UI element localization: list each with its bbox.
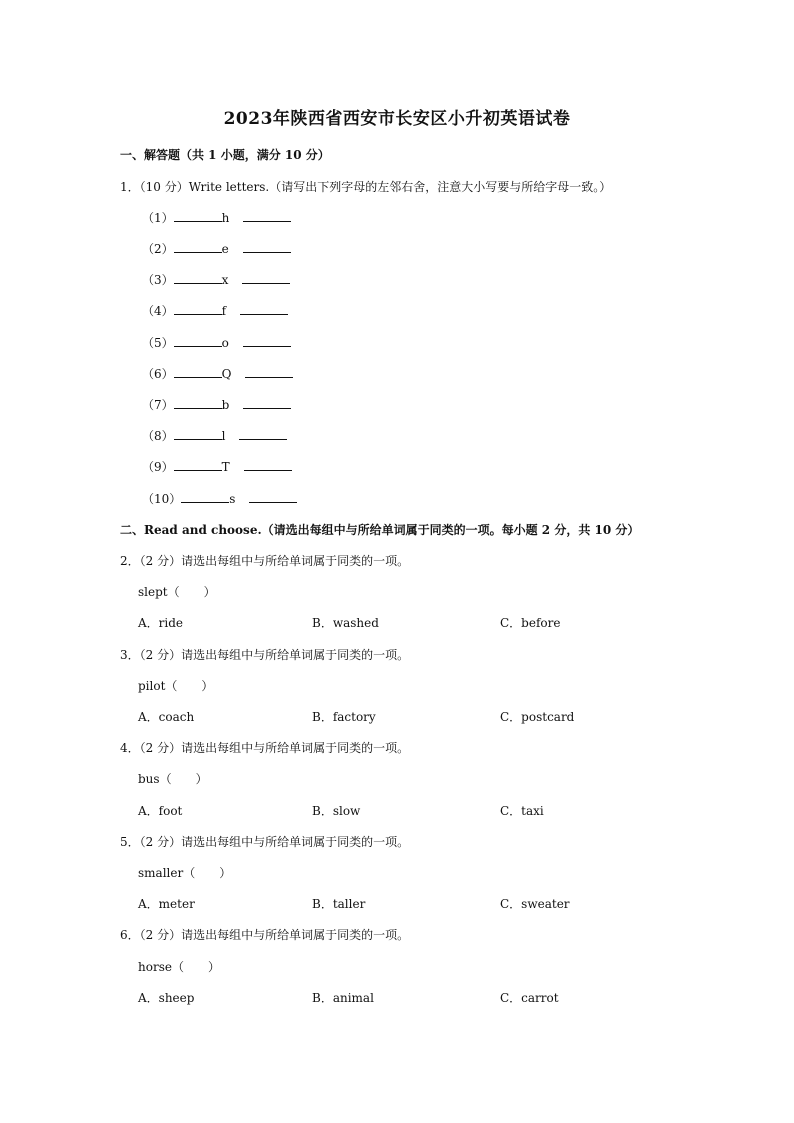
item-number: （8） (142, 429, 174, 443)
item-number: （6） (142, 367, 174, 381)
given-letter: T (221, 460, 230, 474)
option-b[interactable]: B．slow (312, 804, 361, 818)
letter-item (142, 427, 287, 444)
item-number: （10） (142, 492, 182, 506)
section1-heading: 一、解答题（共 1 小题，满分 10 分） (120, 148, 330, 162)
answer-blank-right[interactable] (243, 220, 291, 222)
letter-item (142, 302, 288, 319)
answer-blank-right[interactable] (249, 501, 297, 503)
given-letter: x (221, 273, 229, 287)
letter-item (142, 271, 290, 288)
letter-item (142, 396, 291, 413)
answer-blank-left[interactable] (174, 220, 222, 222)
page-title: 2023年陕西省西安市长安区小升初英语试卷 (223, 109, 571, 129)
question-2-stem: 2．（2 分）请选出每组中与所给单词属于同类的一项。 (120, 554, 410, 568)
option-b[interactable]: B．factory (312, 710, 376, 724)
question-6-stem: 6．（2 分）请选出每组中与所给单词属于同类的一项。 (120, 928, 410, 942)
answer-blank-right[interactable] (243, 345, 291, 347)
given-letter: s (229, 492, 236, 506)
question-4-word: bus（ ） (138, 772, 208, 786)
question-6-word: horse（ ） (138, 960, 220, 974)
item-number: （5） (142, 336, 174, 350)
answer-blank-left[interactable] (174, 282, 222, 284)
question-3-word: pilot（ ） (138, 679, 214, 693)
answer-blank-left[interactable] (174, 313, 222, 315)
answer-blank-left[interactable] (174, 376, 222, 378)
option-a[interactable]: A．sheep (138, 991, 195, 1005)
option-b[interactable]: B．taller (312, 897, 366, 911)
letter-item (142, 209, 291, 226)
option-a[interactable]: A．ride (138, 616, 184, 630)
option-c[interactable]: C．sweater (500, 897, 570, 911)
answer-blank-right[interactable] (245, 376, 293, 378)
item-number: （1） (142, 211, 174, 225)
item-number: （2） (142, 242, 174, 256)
option-a[interactable]: A．meter (138, 897, 195, 911)
option-c[interactable]: C．taxi (500, 804, 544, 818)
given-letter: o (221, 336, 229, 350)
answer-blank-right[interactable] (240, 313, 288, 315)
option-b[interactable]: B．animal (312, 991, 374, 1005)
option-a[interactable]: A．foot (138, 804, 183, 818)
option-c[interactable]: C．postcard (500, 710, 575, 724)
given-letter: f (221, 304, 227, 318)
letter-item (142, 365, 293, 382)
answer-blank-left[interactable] (174, 438, 222, 440)
item-number: （4） (142, 304, 174, 318)
letter-item (142, 334, 291, 351)
question-2-word: slept（ ） (138, 585, 216, 599)
given-letter: h (221, 211, 230, 225)
section2-heading: 二、Read and choose.（请选出每组中与所给单词属于同类的一项。每小题 2 分，共 10 分） (120, 523, 640, 537)
given-letter: b (221, 398, 230, 412)
letter-item (142, 490, 297, 507)
answer-blank-right[interactable] (242, 282, 290, 284)
question-5-word: smaller（ ） (138, 866, 232, 880)
letter-item (142, 240, 291, 257)
option-c[interactable]: C．carrot (500, 991, 559, 1005)
item-number: （9） (142, 460, 174, 474)
item-number: （3） (142, 273, 174, 287)
answer-blank-left[interactable] (174, 407, 222, 409)
given-letter: e (221, 242, 229, 256)
answer-blank-left[interactable] (181, 501, 229, 503)
answer-blank-left[interactable] (174, 345, 222, 347)
question-5-stem: 5．（2 分）请选出每组中与所给单词属于同类的一项。 (120, 835, 410, 849)
answer-blank-left[interactable] (174, 469, 222, 471)
answer-blank-right[interactable] (243, 407, 291, 409)
answer-blank-right[interactable] (243, 251, 291, 253)
answer-blank-right[interactable] (239, 438, 287, 440)
question-4-stem: 4．（2 分）请选出每组中与所给单词属于同类的一项。 (120, 741, 410, 755)
question-1: 1．（10 分）Write letters.（请写出下列字母的左邻右舍，注意大小写要与所给字母一致。） (120, 180, 612, 194)
option-a[interactable]: A．coach (138, 710, 195, 724)
given-letter: l (221, 429, 226, 443)
letter-item (142, 458, 292, 475)
answer-blank-right[interactable] (244, 469, 292, 471)
item-number: （7） (142, 398, 174, 412)
option-b[interactable]: B．washed (312, 616, 379, 630)
given-letter: Q (221, 367, 232, 381)
question-3-stem: 3．（2 分）请选出每组中与所给单词属于同类的一项。 (120, 648, 410, 662)
answer-blank-left[interactable] (174, 251, 222, 253)
option-c[interactable]: C．before (500, 616, 561, 630)
